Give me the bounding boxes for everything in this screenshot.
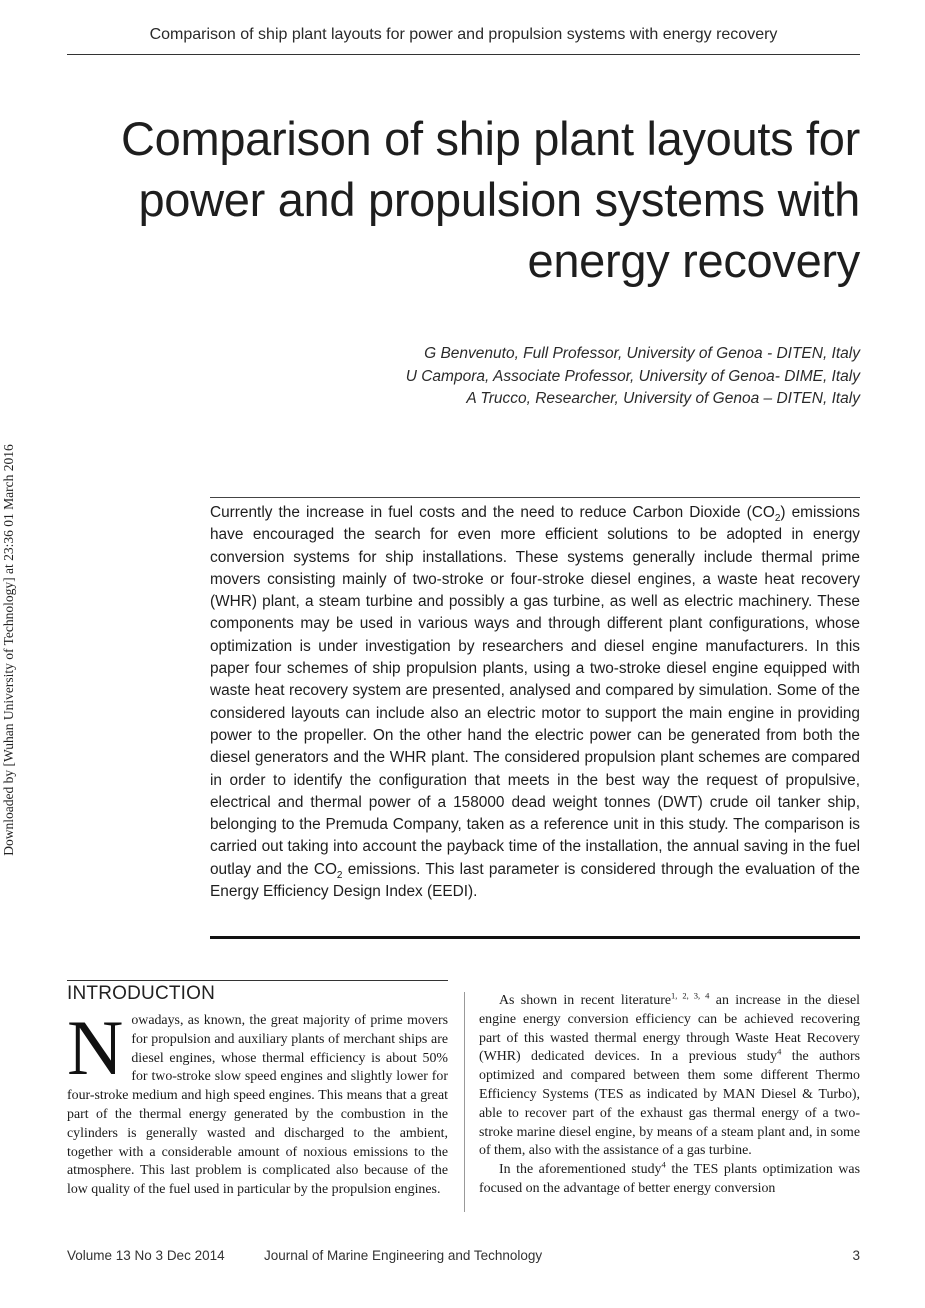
- abstract-top-rule: [210, 497, 860, 498]
- body-paragraph: [479, 1161, 860, 1199]
- abstract-text: Currently the increase in fuel costs and the need to reduce Carbon Dioxide (CO: [210, 504, 775, 521]
- title-line: energy recovery: [527, 234, 860, 287]
- subscript: 2: [336, 869, 343, 881]
- column-divider: [464, 992, 465, 1212]
- body-text: As shown in recent literature: [499, 993, 672, 1008]
- download-notice-text: Downloaded by [Wuhan University of Technology] at 23:36 01 March 2016: [1, 444, 16, 856]
- author-line: G Benvenuto, Full Professor, University of Genoa - DITEN, Italy: [424, 345, 860, 362]
- body-paragraph: [479, 992, 860, 1161]
- section-heading: INTRODUCTION: [67, 983, 216, 1004]
- right-column: [479, 992, 860, 1199]
- title-line: Comparison of ship plant layouts for: [121, 112, 860, 165]
- header-rule: [67, 54, 860, 55]
- page-number: 3: [852, 1248, 860, 1263]
- abstract-bottom-rule: [210, 936, 860, 939]
- download-notice: [0, 0, 18, 1308]
- drop-cap: N: [67, 1004, 124, 1091]
- body-text: the TES plants optimization was focused on the advantage of better energy conversion: [479, 1162, 860, 1196]
- abstract-text: emissions. This last parameter is considered through the evaluation of the Energy Efficiency Design Index (EEDI).: [210, 860, 860, 901]
- subscript: 2: [774, 513, 781, 525]
- body-text: an increase in the diesel engine energy conversion efficiency can be achieved recovering part of this wasted thermal energy through Waste Heat Recovery (WHR) dedicated devices. In a previous study: [479, 993, 860, 1065]
- intro-text: owadays, as known, the great majority of prime movers for propulsion and auxiliary plants of merchant ships are diesel engines, whose thermal efficiency is about 50% for two-stroke slow speed engines and slightly lower for four-stroke medium and high speed engines. This means that a great part of the thermal energy generated by the combustion in the cylinders is generally wasted and discharged to the ambient, together with a considerable amount of noxious emissions to the atmosphere. This last problem is complicated also because of the low quality of the fuel used in particular by the propulsion engines.: [67, 1013, 448, 1198]
- author-line: U Campora, Associate Professor, University of Genoa- DIME, Italy: [405, 367, 860, 385]
- author-list: [300, 343, 860, 411]
- title-line: power and propulsion systems with: [138, 173, 860, 226]
- author-line: A Trucco, Researcher, University of Genoa – DITEN, Italy: [466, 390, 860, 407]
- citation: 1, 2, 3, 4: [671, 990, 710, 1001]
- body-text: the authors optimized and compared between them some different Thermo Efficiency Systems (TES as indicated by MAN Diesel & Turbo), able to recover part of the exhaust gas thermal energy of a two-stroke marine diesel engine, by means of a steam plant and, in some of them, also with the assistance of a gas turbine.: [479, 1049, 860, 1159]
- abstract: [210, 502, 860, 903]
- citation: 4: [777, 1046, 782, 1057]
- footer-volume: Volume 13 No 3 Dec 2014: [67, 1248, 225, 1263]
- left-column: [67, 1004, 448, 1200]
- body-text: In the aforementioned study: [499, 1162, 662, 1178]
- intro-paragraph: [67, 1004, 448, 1200]
- section-rule: [67, 980, 448, 981]
- running-head: Comparison of ship plant layouts for power and propulsion systems with energy recovery: [149, 26, 778, 43]
- footer-journal: Journal of Marine Engineering and Technology: [264, 1248, 543, 1263]
- citation: 4: [661, 1159, 666, 1170]
- paper-title: [67, 108, 860, 291]
- abstract-text: ) emissions have encouraged the search for even more efficient solutions to be adopted in energy conversion systems for ship installations. These systems generally include thermal prime movers consisting mainly of two-stroke or four-stroke diesel engines, a waste heat recovery (WHR) plant, a steam turbine and possibly a gas turbine, as well as electric machinery. These components may be used in various ways and through different plant configurations, whose optimization is under investigation by researchers and diesel engine manufacturers. In this paper four schemes of ship propulsion plants, using a two-stroke diesel engine equipped with waste heat recovery system are presented, analysed and compared by simulation. Some of the considered layouts can include also an electric motor to support the main engine in providing power to the propeller. On the other hand the electric power can be generated from both the diesel generators and the WHR plant. The considered propulsion plant schemes are compared in order to identify the configuration that meets in the best way the request of propulsive, electrical and thermal power of a 158000 dead weight tonnes (DWT) crude oil tanker ship, belonging to the Premuda Company, taken as a reference unit in this study. The comparison is carried out taking into account the payback time of the installation, the annual saving in the fuel outlay and the CO: [210, 504, 861, 878]
